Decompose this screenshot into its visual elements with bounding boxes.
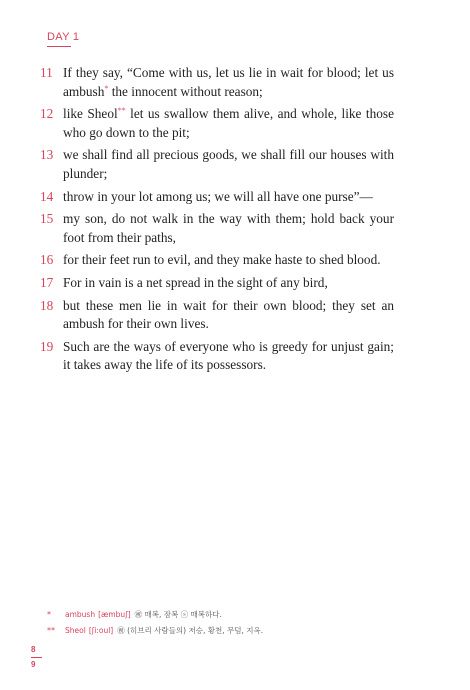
verse-text-cont: the innocent without reason;	[108, 83, 263, 99]
verse-number: 19	[40, 338, 54, 354]
verse-16	[40, 251, 394, 270]
verse-text: we shall find all precious goods, we shall fill our houses with plunder;	[63, 147, 394, 181]
footnotes	[47, 609, 427, 641]
verse-text: my son, do not walk in the way with them; hold back your foot from their paths,	[63, 211, 394, 245]
footnote-marker: **	[47, 626, 55, 635]
footnote-word: ambush	[65, 610, 96, 619]
footnote-word: Sheol	[65, 626, 86, 635]
verse-number: 18	[40, 297, 54, 313]
page-number-left: 8	[31, 645, 36, 654]
footnote-pronunciation: [ʃiːoul]	[88, 626, 114, 635]
page-number-divider	[31, 657, 42, 658]
verse-number: 12	[40, 106, 54, 122]
verse-number: 17	[40, 274, 54, 290]
verse-text: like Sheol	[63, 106, 118, 122]
verse-15	[40, 210, 394, 247]
verse-text: If they say, “Come with us, let us lie in wait for blood; let us ambush	[63, 65, 394, 99]
verse-list	[40, 64, 394, 379]
day-underline	[47, 46, 71, 47]
verse-number: 14	[40, 188, 54, 204]
footnote-mark[interactable]: **	[117, 106, 126, 116]
verse-number: 16	[40, 252, 54, 268]
verse-19	[40, 338, 394, 375]
footnote-ambush	[47, 609, 427, 625]
verse-text: Such are the ways of everyone who is greedy for unjust gain; it takes away the life of its possessors.	[63, 338, 394, 373]
verse-text: For in vain is a net spread in the sight of any bird,	[63, 274, 328, 290]
footnote-definition: ㊗ 매복, 잠복 ⓢ 매복하다.	[134, 610, 222, 619]
verse-number: 15	[40, 211, 54, 227]
footnote-marker: *	[47, 610, 51, 619]
footnote-mark[interactable]: *	[104, 83, 109, 93]
verse-text: but these men lie in wait for their own blood; they set an ambush for their own lives.	[63, 297, 394, 332]
verse-14	[40, 188, 394, 207]
verse-number: 11	[40, 65, 53, 80]
verse-13	[40, 146, 394, 183]
verse-text: throw in your lot among us; we will all have one purse”—	[63, 188, 373, 204]
verse-11	[40, 64, 394, 101]
verse-17	[40, 274, 394, 293]
verse-18	[40, 297, 394, 334]
footnote-pronunciation: [æmbuʃ]	[98, 610, 131, 619]
footnote-definition: ㊗ (히브리 사람들의) 저승, 황천, 무덤, 지옥.	[117, 626, 264, 635]
verse-text-cont: let us swallow them alive, and whole, like those who go down to the pit;	[63, 106, 394, 140]
verse-12	[40, 105, 394, 142]
footnote-sheol	[47, 625, 427, 641]
day-label: DAY 1	[47, 31, 80, 43]
verse-number: 13	[40, 147, 54, 163]
verse-text: for their feet run to evil, and they make haste to shed blood.	[63, 252, 381, 268]
page-number-right: 9	[31, 660, 36, 669]
